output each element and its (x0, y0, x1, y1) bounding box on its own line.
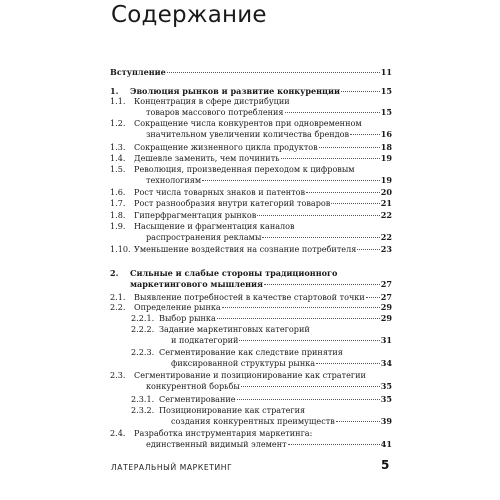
toc-entry-page: 15 (380, 106, 392, 117)
dot-leader (288, 444, 380, 445)
toc-entry-page: 39 (380, 415, 392, 426)
toc-entry-number: 1.1. (110, 96, 126, 106)
dot-leader (217, 318, 380, 319)
toc-entry-page: 35 (380, 380, 392, 391)
toc-entry-page: 34 (380, 357, 392, 368)
toc-entry-title: единственный видимый элемент (146, 438, 287, 449)
toc-entry-number: 1.10. (110, 244, 131, 254)
toc-entry-title: создания конкурентных преимуществ (171, 415, 335, 426)
toc-entry-page: 21 (380, 198, 392, 208)
toc-entry-number: 1.6. (110, 187, 126, 197)
toc-entry-title: Определение рынка (134, 302, 221, 312)
toc-entry-number: 2.2.3. (131, 347, 155, 357)
toc-entry-page: 29 (380, 302, 392, 312)
toc-entry-title: Позиционирование как стратегия (159, 405, 306, 415)
toc-entry-title: Сегментирование (159, 394, 236, 404)
toc-entry-title: Гиперфрагментация рынков (134, 210, 257, 220)
toc-entry-page: 19 (380, 153, 392, 163)
dot-leader (264, 284, 380, 285)
toc-entry-title: Выбор рынка (159, 313, 216, 323)
toc-entry-number: 2.2. (110, 302, 126, 312)
toc-entry-number: 1.8. (110, 210, 126, 220)
toc-entry-number: 1.4. (110, 153, 126, 163)
toc-entry-title: Рост разнообразия внутри категорий товаров (134, 198, 331, 208)
toc-entry-page: 16 (380, 128, 392, 139)
toc-entry-number: 2.1. (110, 292, 126, 302)
toc-entry-number: 2.3.1. (131, 394, 155, 404)
toc-entry-title: и подкатегорий (171, 334, 239, 345)
toc-entry-page: 15 (380, 86, 392, 96)
dot-leader (257, 215, 379, 216)
toc-entry-page: 22 (380, 231, 392, 242)
toc-entry-title: Сокращение числа конкурентов при одновременном (134, 118, 362, 128)
toc-entry-number: 2. (110, 268, 119, 278)
dot-leader (167, 72, 380, 73)
toc-entry-title: Вступление (110, 67, 166, 77)
dot-leader (319, 147, 380, 148)
toc-entry-title: Задание маркетинговых категорий (159, 324, 310, 334)
toc-entry-number: 1.2. (110, 118, 126, 128)
toc-entry-number: 2.2.1. (131, 313, 155, 323)
toc-entry-page: 19 (380, 174, 392, 185)
toc-entry-title: технологиям (146, 174, 202, 185)
toc-entry-page: 22 (380, 210, 392, 220)
toc-entry-page: 27 (380, 278, 392, 289)
dot-leader (285, 112, 380, 113)
toc-entry-number: 1.5. (110, 164, 126, 174)
dot-leader (316, 363, 380, 364)
toc-entry-title: значительном увеличении количества брендов (146, 128, 350, 139)
dot-leader (241, 386, 380, 387)
toc-entry-page: 31 (380, 334, 392, 345)
dot-leader (341, 91, 380, 92)
toc-entry-page: 20 (380, 187, 392, 197)
dot-leader (239, 340, 379, 341)
dot-leader (262, 237, 379, 238)
toc-entry-title: Разработка инструментария маркетинга: (134, 428, 313, 438)
toc-entry-page: 27 (380, 292, 392, 302)
dot-leader (331, 203, 379, 204)
toc-entry-page: 29 (380, 313, 392, 323)
running-footer-title: ЛАТЕРАЛЬНЫЙ МАРКЕТИНГ (111, 463, 233, 472)
toc-entry-title: Рост числа товарных знаков и патентов (134, 187, 306, 197)
dot-leader (350, 134, 380, 135)
toc-entry-number: 1.7. (110, 198, 126, 208)
toc-entry-title: Сильные и слабые стороны традиционного (130, 268, 338, 278)
toc-entry-title: Концентрация в сфере дистрибуции (134, 96, 290, 106)
toc-entry-title: Дешевле заменить, чем починить (134, 153, 280, 163)
dot-leader (237, 399, 380, 400)
toc-entry-number: 1.3. (110, 142, 126, 152)
toc-entry-page: 18 (380, 142, 392, 152)
toc-entry-title: Уменьшение воздействия на сознание потребителя (134, 244, 357, 254)
toc-entry-number: 2.3.2. (131, 405, 155, 415)
page-number: 5 (381, 458, 390, 472)
toc-entry-number: 1.9. (110, 221, 126, 231)
dot-leader (306, 192, 380, 193)
toc-entry-page: 41 (380, 438, 392, 449)
toc-entry-number: 2.2.2. (131, 324, 155, 334)
page-title: Содержание (111, 2, 267, 28)
toc-entry-number: 1. (110, 86, 119, 96)
toc-entry-title: фиксированной структуры рынка (171, 357, 316, 368)
dot-leader (202, 180, 380, 181)
toc-entry-title: распространения рекламы (146, 231, 262, 242)
toc-entry-number: 2.4. (110, 428, 126, 438)
toc-entry-page: 35 (380, 394, 392, 404)
toc-entry-title: маркетингового мышления (130, 278, 264, 289)
dot-leader (336, 421, 380, 422)
toc-entry-title: Сегментирование и позиционирование как стратегии (134, 370, 366, 380)
dot-leader (366, 297, 380, 298)
dot-leader (357, 249, 379, 250)
dot-leader (222, 307, 380, 308)
toc-entry-title: Сегментирование как следствие принятия (159, 347, 343, 357)
toc-entry-title: Революция, произведенная переходом к цифровым (134, 164, 355, 174)
toc-entry-title: товаров массового потребления (146, 106, 284, 117)
toc-entry-page: 23 (380, 244, 392, 254)
toc-entry-title: Эволюция рынков и развитие конкуренции (130, 86, 341, 96)
toc-entry-title: конкурентной борьбы (146, 380, 240, 391)
toc-entry-title: Насыщение и фрагментация каналов (134, 221, 295, 231)
dot-leader (281, 158, 380, 159)
toc-entry-number: 2.3. (110, 370, 126, 380)
toc-entry-title: Сокращение жизненного цикла продуктов (134, 142, 318, 152)
toc-entry-page: 11 (380, 67, 392, 77)
toc-entry-title: Выявление потребностей в качестве стартовой точки (134, 292, 365, 302)
